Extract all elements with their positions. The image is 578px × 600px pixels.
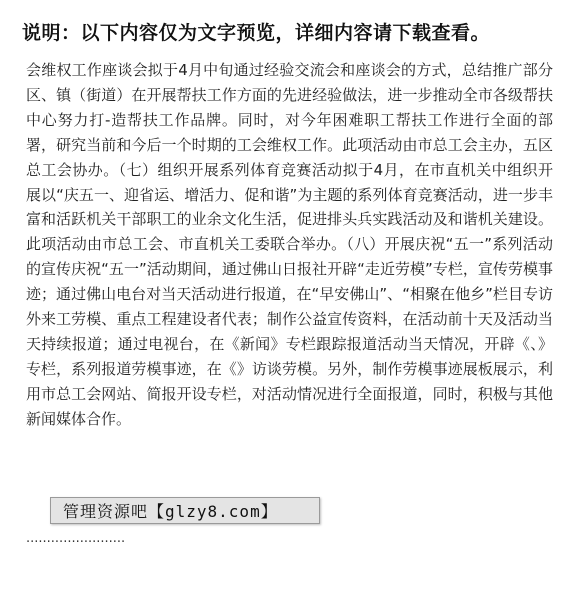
preview-notice: 说明：以下内容仅为文字预览，详细内容请下载查看。 [22,22,491,44]
continuation-dots: ························ [26,535,126,550]
watermark-banner: 管理资源吧【glzy8.com】 [50,497,320,524]
document-body-text: 会维权工作座谈会拟于4月中旬通过经验交流会和座谈会的方式，总结推广部分区、镇（街道）在开展帮扶工作方面的先进经验做法，进一步推动全市各级帮扶中心努力打-造帮扶工作品牌。同时，对今年困难职工帮扶工作进行全面的部署，研究当前和今后一个时期的工会维权工作。此项活动由市总工会主办，五区总工会协办。（七）组织开展系列体育竞赛活动拟于4月，在市直机关中组织开展以“庆五一、迎省运、增活力、促和谐”为主题的系列体育竞赛活动，进一步丰富和活跃机关干部职工的业余文化生活，促进排头兵实践活动及和谐机关建设。此项活动由市总工会、市直机关工委联合举办。（八）开展庆祝“五一”系列活动的宣传庆祝“五一”活动期间，通过佛山日报社开辟“走近劳模”专栏，宣传劳模事迹；通过佛山电台对当天活动进行报道，在“早安佛山”、“相聚在他乡”栏目专访外来工劳模、重点工程建设者代表；制作公益宣传资料，在活动前十天及活动当天持续报道；通过电视台，在《新闻》专栏跟踪报道活动当天情况，开辟《、》专栏，系列报道劳模事迹，在《》访谈劳模。另外，制作劳模事迹展板展示，利用市总工会网站、简报开设专栏，对活动情况进行全面报道，同时，积极与其他新闻媒体合作。 [26,61,553,428]
